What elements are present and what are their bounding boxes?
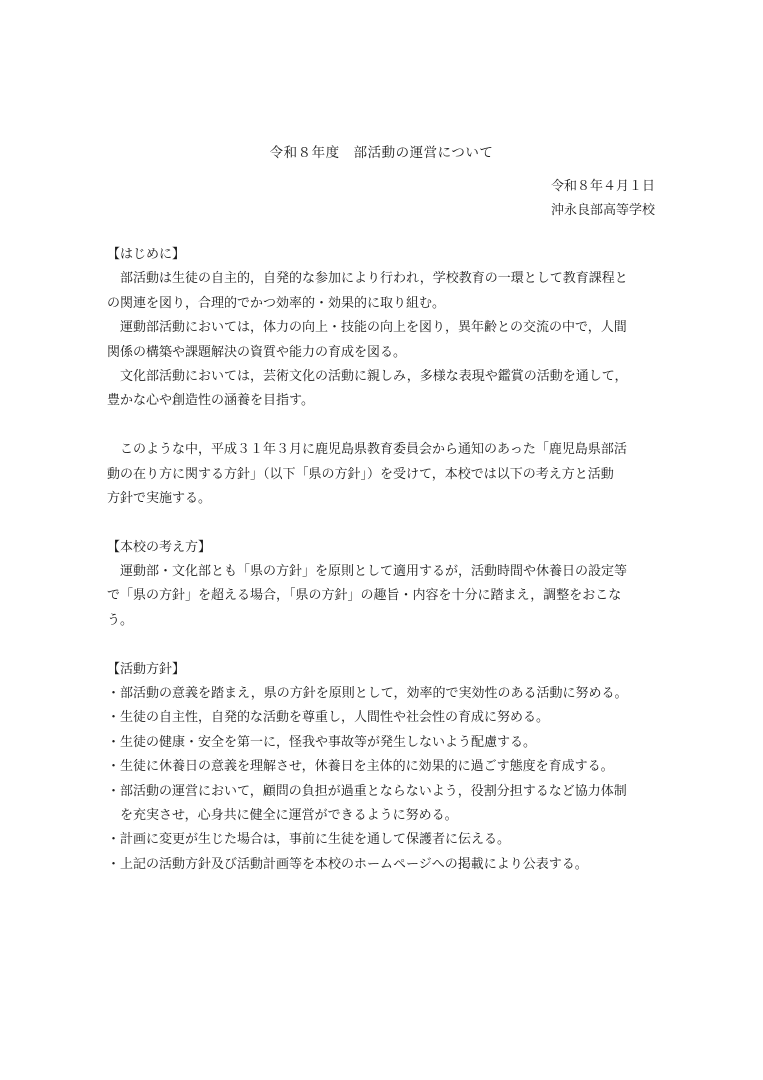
section-heading-intro: 【はじめに】 [107,247,186,262]
guideline-item: ・計画に変更が生じた場合は，事前に生徒を通して保護者に伝える。 [107,832,511,848]
section-heading-policy: 【本校の考え方】 [107,539,212,555]
intro-line: 文化部活動においては，芸術文化の活動に親しみ，多様な表現や鑑賞の活動を通して， [120,368,628,384]
spacer [107,414,659,438]
intro-line: 豊かな心や創造性の涵養を目指す。 [107,393,314,409]
guideline-item: ・生徒に休養日の意義を理解させ，休養日を主体的に効果的に過ごす態度を育成する。 [107,759,614,775]
spacer [107,511,659,535]
section-heading-guidelines: 【活動方針】 [107,661,186,677]
spacer [107,633,659,657]
issue-date: 令和８年４月１日 [550,179,655,194]
document-title: 令和８年度 部活動の運営について [269,145,494,161]
school-name: 沖永良部高等学校 [550,203,655,218]
policy-line: う。 [107,612,134,628]
guideline-item: ・上記の活動方針及び活動計画等を本校のホームページへの掲載により公表する。 [107,856,588,872]
policy-line: 運動部・文化部とも「県の方針」を原則として適用するが，活動時間や休養日の設定等 [120,564,628,580]
guideline-item: ・部活動の運営において，顧問の負担が過重とならないよう，役割分担するなど協力体制 [107,783,627,799]
intro-paragraph-line: 動の在り方に関する方針」（以下「県の方針」）を受けて，本校では以下の考え方と活動 [107,466,614,482]
guideline-item: ・生徒の健康・安全を第一に，怪我や事故等が発生しないよう配慮する。 [107,734,537,750]
intro-paragraph-line: 方針で実施する。 [107,490,212,506]
policy-line: で「県の方針」を超える場合，「県の方針」の趣旨・内容を十分に踏まえ，調整をおこな [107,588,622,604]
document-header [551,175,655,223]
intro-line: 運動部活動においては，体力の向上・技能の向上を図り，異年齢との交流の中で，人間 [120,320,627,336]
document-body [107,243,659,877]
guideline-item: ・部活動の意義を踏まえ，県の方針を原則として，効率的で実効性のある活動に努める。 [107,686,628,702]
guideline-item: ・生徒の自主性，自発的な活動を尊重し，人間性や社会性の育成に努める。 [107,710,550,726]
guideline-item-continuation: を充実させ，心身共に健全に運営ができるように努める。 [120,807,458,823]
intro-line: 関係の構築や課題解決の資質や能力の育成を図る。 [107,344,407,360]
intro-paragraph-line: このような中，平成３１年３月に鹿児島県教育委員会から通知のあった「鹿児島県部活 [120,442,627,458]
intro-line: 部活動は生徒の自主的，自発的な参加により行われ，学校教育の一環として教育課程と [120,271,628,287]
intro-line: の関連を図り，合理的でかつ効率的・効果的に取り組む。 [107,295,446,311]
